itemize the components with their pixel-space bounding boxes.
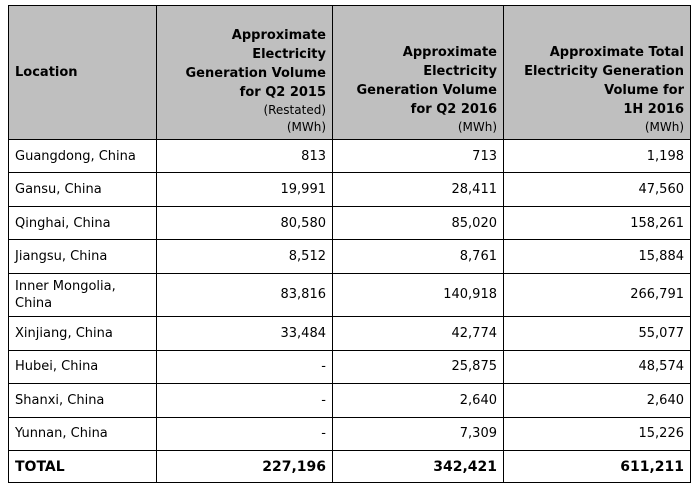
header-q2-2016-line: for Q2 2016 bbox=[410, 102, 497, 117]
h1-2016-cell: 15,226 bbox=[504, 417, 691, 451]
q2-2015-cell: 80,580 bbox=[157, 206, 333, 239]
location-cell: Xinjiang, China bbox=[9, 317, 157, 350]
h1-2016-cell: 158,261 bbox=[504, 206, 691, 239]
h1-2016-cell: 2,640 bbox=[504, 384, 691, 417]
h1-2016-cell: 48,574 bbox=[504, 350, 691, 383]
header-q2-2015-unit: (MWh) bbox=[286, 120, 326, 134]
table-row bbox=[9, 317, 691, 350]
q2-2016-cell: 7,309 bbox=[333, 417, 504, 451]
header-q2-2015-line: Approximate bbox=[231, 28, 326, 43]
h1-2016-cell: 47,560 bbox=[504, 173, 691, 206]
q2-2015-cell: - bbox=[157, 350, 333, 383]
electricity-generation-table bbox=[8, 5, 691, 483]
q2-2015-cell: 19,991 bbox=[157, 173, 333, 206]
location-cell: Shanxi, China bbox=[9, 384, 157, 417]
table-row bbox=[9, 240, 691, 273]
q2-2016-cell: 8,761 bbox=[333, 240, 504, 273]
header-q2-2015-line: for Q2 2015 bbox=[239, 85, 326, 100]
header-q2-2015-line: Electricity bbox=[252, 47, 326, 62]
q2-2015-cell: - bbox=[157, 384, 333, 417]
total-h1-2016: 611,211 bbox=[504, 451, 691, 483]
table-row bbox=[9, 350, 691, 383]
header-q2-2016-line: Approximate bbox=[402, 45, 497, 60]
h1-2016-cell: 15,884 bbox=[504, 240, 691, 273]
header-1h-2016-line: 1H 2016 bbox=[623, 102, 684, 117]
table-row bbox=[9, 273, 691, 317]
header-1h-2016-unit: (MWh) bbox=[644, 120, 684, 134]
h1-2016-cell: 55,077 bbox=[504, 317, 691, 350]
q2-2016-cell: 25,875 bbox=[333, 350, 504, 383]
header-q2-2015-note: (Restated) bbox=[263, 103, 326, 117]
total-q2-2015: 227,196 bbox=[157, 451, 333, 483]
header-1h-2016-line: Approximate Total bbox=[549, 45, 684, 60]
q2-2016-cell: 2,640 bbox=[333, 384, 504, 417]
q2-2016-cell: 713 bbox=[333, 140, 504, 173]
table-row bbox=[9, 206, 691, 239]
location-cell: Qinghai, China bbox=[9, 206, 157, 239]
location-cell: Yunnan, China bbox=[9, 417, 157, 451]
header-1h-2016-line: Volume for bbox=[604, 83, 684, 98]
location-cell: Hubei, China bbox=[9, 350, 157, 383]
q2-2016-cell: 140,918 bbox=[333, 273, 504, 317]
header-q2-2016-line: Generation Volume bbox=[356, 83, 497, 98]
location-cell: Guangdong, China bbox=[9, 140, 157, 173]
q2-2016-cell: 28,411 bbox=[333, 173, 504, 206]
header-1h-2016-line: Electricity Generation bbox=[524, 64, 684, 79]
header-location: Location bbox=[9, 6, 157, 140]
location-cell: Jiangsu, China bbox=[9, 240, 157, 273]
q2-2015-cell: 83,816 bbox=[157, 273, 333, 317]
header-1h-2016 bbox=[504, 6, 691, 140]
total-row bbox=[9, 451, 691, 483]
h1-2016-cell: 266,791 bbox=[504, 273, 691, 317]
q2-2015-cell: 8,512 bbox=[157, 240, 333, 273]
q2-2016-cell: 85,020 bbox=[333, 206, 504, 239]
total-label: TOTAL bbox=[9, 451, 157, 483]
q2-2015-cell: 813 bbox=[157, 140, 333, 173]
header-q2-2016-unit: (MWh) bbox=[457, 120, 497, 134]
h1-2016-cell: 1,198 bbox=[504, 140, 691, 173]
table-row bbox=[9, 417, 691, 451]
header-q2-2016 bbox=[333, 6, 504, 140]
location-cell: Gansu, China bbox=[9, 173, 157, 206]
q2-2015-cell: 33,484 bbox=[157, 317, 333, 350]
total-q2-2016: 342,421 bbox=[333, 451, 504, 483]
table-row bbox=[9, 173, 691, 206]
location-cell: Inner Mongolia, China bbox=[9, 273, 157, 317]
q2-2015-cell: - bbox=[157, 417, 333, 451]
header-row bbox=[9, 6, 691, 140]
table-row bbox=[9, 140, 691, 173]
table-row bbox=[9, 384, 691, 417]
header-q2-2015 bbox=[157, 6, 333, 140]
q2-2016-cell: 42,774 bbox=[333, 317, 504, 350]
header-q2-2015-line: Generation Volume bbox=[185, 66, 326, 81]
header-q2-2016-line: Electricity bbox=[423, 64, 497, 79]
